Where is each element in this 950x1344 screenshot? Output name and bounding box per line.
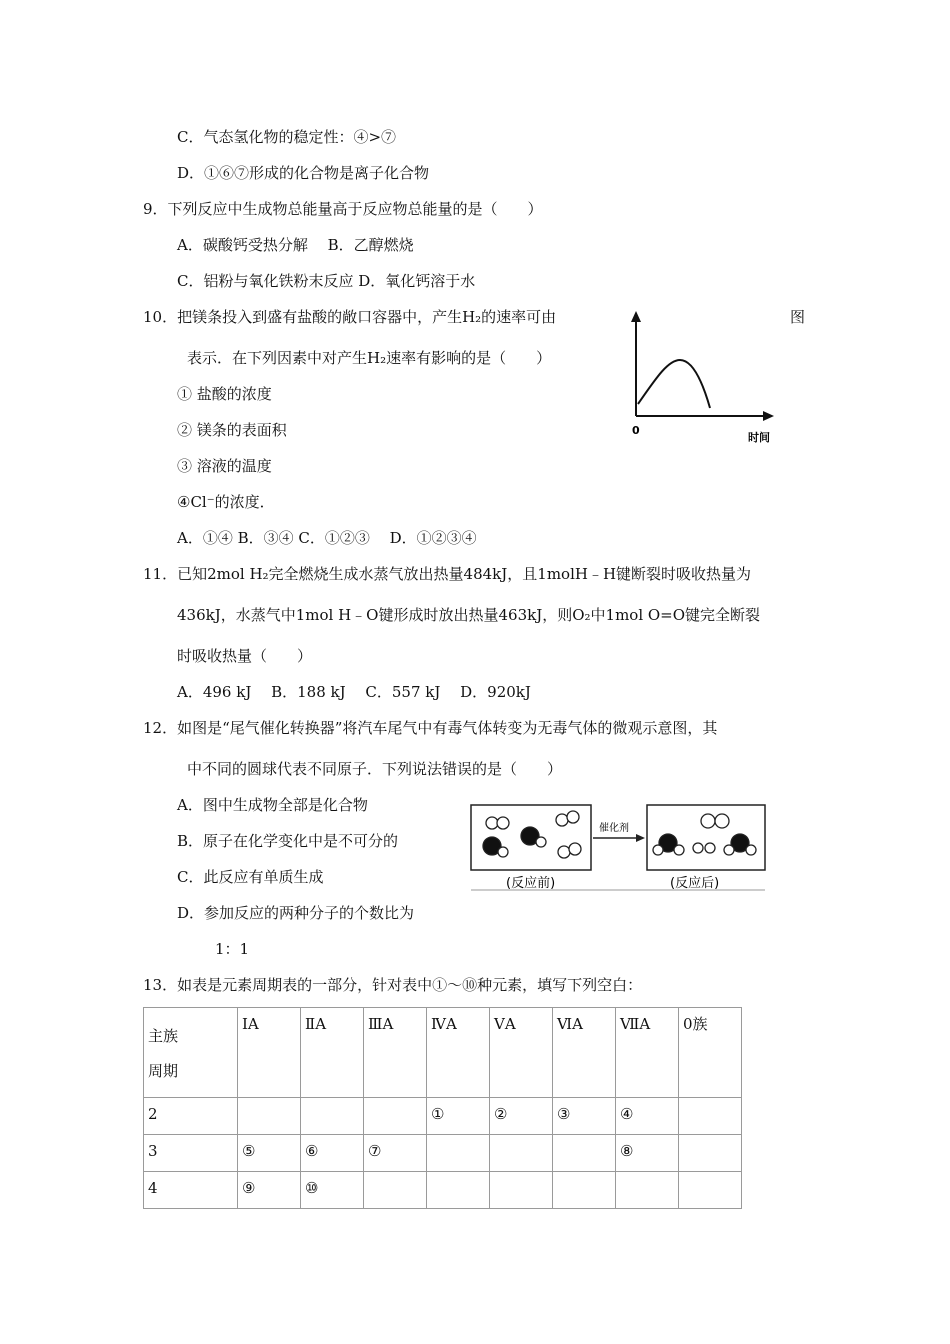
q11-options: A．496 kJ B．188 kJ C．557 kJ D．920kJ [177, 683, 531, 701]
x-axis-arrow [763, 411, 774, 421]
rate-curve [638, 360, 710, 408]
q10-factor-1: ① 盐酸的浓度 [177, 385, 272, 403]
table-cell: ④ [616, 1098, 679, 1135]
q11-stem-3: 时吸收热量（ ） [177, 647, 313, 665]
period-label: 2 [144, 1098, 238, 1135]
reaction-arrowhead [636, 834, 645, 842]
table-cell [553, 1135, 616, 1172]
group-header: ⅤA [490, 1008, 553, 1098]
corner-period-label: 周期 [148, 1062, 179, 1080]
q11-stem-1: 11．已知2mol H₂完全燃烧生成水蒸气放出热量484kJ，且1molH﹣H键断裂时吸收热量为 [143, 565, 752, 583]
after-molecules [653, 814, 756, 855]
table-cell: ⑥ [301, 1135, 364, 1172]
group-header: ⅠA [238, 1008, 301, 1098]
table-cell: ① [427, 1098, 490, 1135]
table-cell [679, 1098, 742, 1135]
q10-stem-tail: 图 [790, 308, 806, 326]
q10-factor-4: ④Cl⁻的浓度． [177, 493, 275, 511]
table-cell [679, 1172, 742, 1209]
q10-stem: 10．把镁条投入到盛有盐酸的敞口容器中，产生H₂的速率可由 [143, 308, 557, 326]
table-cell [238, 1098, 301, 1135]
q12-option-d: D．参加反应的两种分子的个数比为 [177, 904, 415, 922]
group-header: ⅢA [364, 1008, 427, 1098]
group-header: ⅥA [553, 1008, 616, 1098]
q12-option-d-ratio: 1：1 [215, 940, 250, 958]
table-cell [427, 1135, 490, 1172]
before-caption: (反应前) [506, 876, 556, 891]
table-cell [301, 1098, 364, 1135]
q10-factor-2: ② 镁条的表面积 [177, 421, 287, 439]
table-cell [679, 1135, 742, 1172]
table-cell [427, 1172, 490, 1209]
q9-options-cd: C．铝粉与氧化铁粉末反应 D．氧化钙溶于水 [177, 272, 476, 290]
period-label: 4 [144, 1172, 238, 1209]
table-cell [364, 1098, 427, 1135]
periodic-table-excerpt [143, 1007, 742, 1209]
table-cell: ⑦ [364, 1135, 427, 1172]
q12-option-b: B．原子在化学变化中是不可分的 [177, 832, 399, 850]
table-cell: ② [490, 1098, 553, 1135]
q10-stem-2: 表示．在下列因素中对产生H₂速率有影响的是（ ） [187, 349, 552, 367]
table-cell [490, 1172, 553, 1209]
table-header-row [144, 1008, 742, 1098]
table-cell: ⑩ [301, 1172, 364, 1209]
table-cell [364, 1172, 427, 1209]
q12-option-a: A．图中生成物全部是化合物 [177, 796, 368, 814]
table-corner [144, 1008, 238, 1098]
q10-options: A．①④ B．③④ C．①②③ D．①②③④ [177, 529, 477, 547]
table-cell [490, 1135, 553, 1172]
table-cell: ⑨ [238, 1172, 301, 1209]
corner-group-label: 主族 [148, 1027, 179, 1045]
period-label: 3 [144, 1135, 238, 1172]
table-cell [616, 1172, 679, 1209]
y-axis-arrow [631, 311, 641, 322]
q9-options-ab: A．碳酸钙受热分解 B．乙醇燃烧 [177, 236, 414, 254]
graph-origin-label: 0 [632, 424, 640, 437]
q8-option-c: C．气态氢化物的稳定性：④>⑦ [177, 128, 397, 146]
table-cell: ③ [553, 1098, 616, 1135]
table-row [144, 1098, 742, 1135]
catalyst-label: 催化剂 [599, 823, 629, 834]
table-row [144, 1135, 742, 1172]
q9-stem: 9．下列反应中生成物总能量高于反应物总能量的是（ ） [143, 200, 543, 218]
group-header: 0族 [679, 1008, 742, 1098]
after-caption: (反应后) [670, 876, 720, 891]
q12-stem-2: 中不同的圆球代表不同原子．下列说法错误的是（ ） [187, 760, 563, 778]
rate-time-graph [618, 308, 788, 450]
table-cell [553, 1172, 616, 1209]
group-header: ⅣA [427, 1008, 490, 1098]
table-cell: ⑧ [616, 1135, 679, 1172]
reaction-diagram [470, 800, 768, 894]
table-cell: ⑤ [238, 1135, 301, 1172]
group-header: ⅡA [301, 1008, 364, 1098]
q12-option-c: C．此反应有单质生成 [177, 868, 324, 886]
before-molecules [483, 811, 581, 858]
table-row [144, 1172, 742, 1209]
q12-stem-1: 12．如图是“尾气催化转换器”将汽车尾气中有毒气体转变为无毒气体的微观示意图，其 [143, 719, 718, 737]
q10-factor-3: ③ 溶液的温度 [177, 457, 272, 475]
q13-stem: 13．如表是元素周期表的一部分，针对表中①～⑩种元素，填写下列空白： [143, 976, 643, 994]
graph-x-label: 时间 [748, 431, 770, 444]
q11-stem-2: 436kJ，水蒸气中1mol H﹣O键形成时放出热量463kJ，则O₂中1mol O=O键完全断裂 [177, 606, 761, 624]
group-header: ⅦA [616, 1008, 679, 1098]
q8-option-d: D．①⑥⑦形成的化合物是离子化合物 [177, 164, 430, 182]
